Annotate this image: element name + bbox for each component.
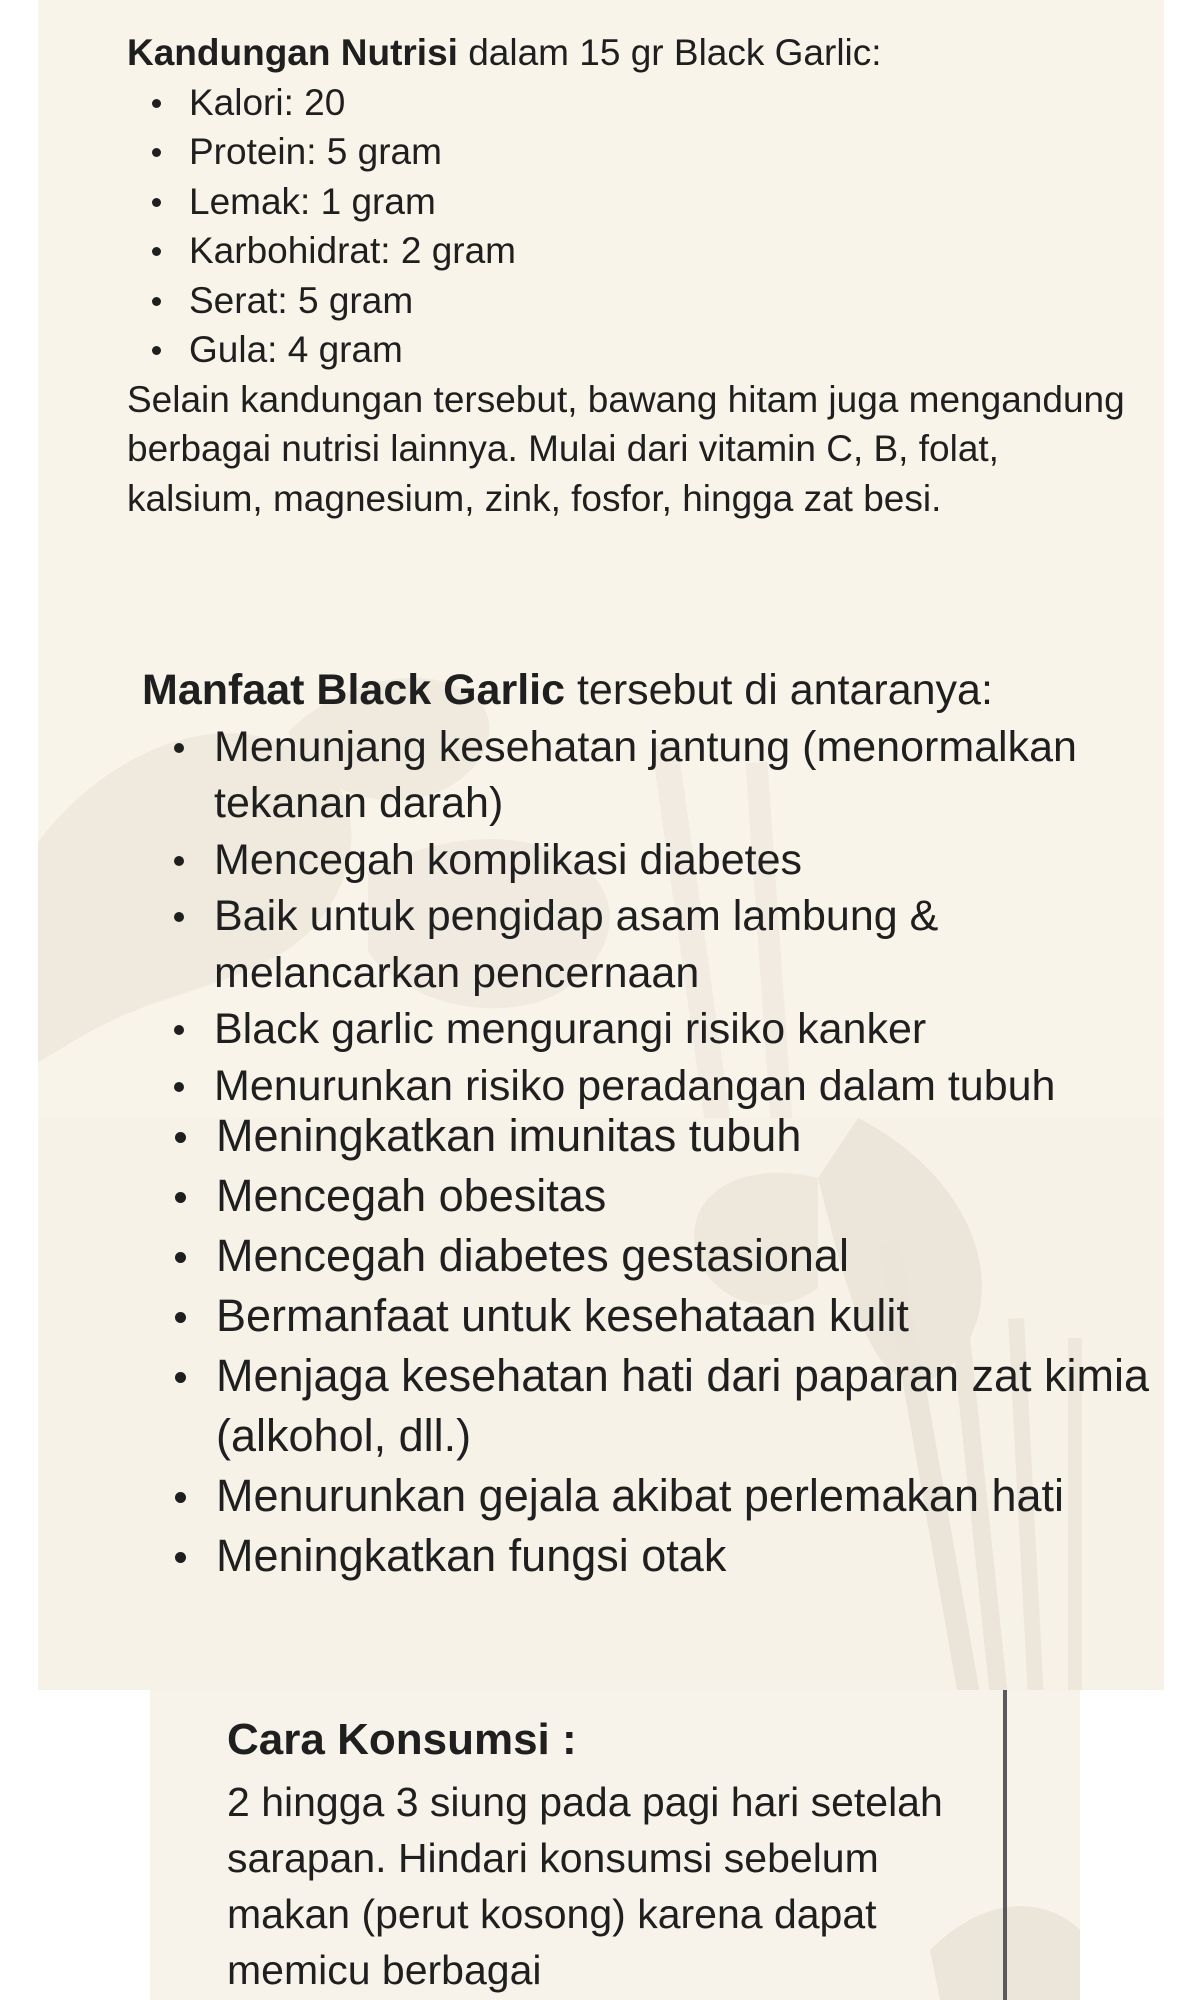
consumption-heading: Cara Konsumsi : — [227, 1715, 577, 1764]
list-item: Meningkatkan fungsi otak — [142, 1526, 1162, 1586]
list-item: Karbohidrat: 2 gram — [127, 226, 1127, 276]
benefits-heading-bold: Manfaat Black Garlic — [142, 666, 566, 714]
list-item: Mencegah diabetes gestasional — [142, 1226, 1162, 1286]
nutrition-heading — [127, 28, 1127, 78]
benefits-section-continued — [142, 1106, 1162, 1586]
list-item: Baik untuk pengidap asam lambung & melancarkan pencernaan — [142, 888, 1162, 1001]
list-item: Black garlic mengurangi risiko kanker — [142, 1001, 1162, 1058]
list-item: Bermanfaat untuk kesehataan kulit — [142, 1286, 1162, 1346]
list-item: Gula: 4 gram — [127, 325, 1127, 375]
benefits-heading-rest: tersebut di antaranya: — [565, 666, 993, 714]
nutrition-heading-bold: Kandungan Nutrisi — [127, 32, 458, 73]
benefits-section — [142, 662, 1162, 1114]
list-item: Lemak: 1 gram — [127, 177, 1127, 227]
list-item: Menurunkan gejala akibat perlemakan hati — [142, 1466, 1162, 1526]
list-item: Meningkatkan imunitas tubuh — [142, 1106, 1162, 1166]
nutrition-section — [127, 28, 1127, 523]
benefits-list-part1 — [142, 719, 1162, 1115]
list-item: Mencegah komplikasi diabetes — [142, 832, 1162, 889]
consumption-text: 2 hingga 3 siung pada pagi hari setelah sarapan. Hindari konsumsi sebelum makan (perut kosong) karena dapat memicu berbagai — [227, 1779, 943, 1993]
list-item: Menurunkan risiko peradangan dalam tubuh — [142, 1058, 1162, 1115]
list-item: Kalori: 20 — [127, 78, 1127, 128]
benefits-heading — [142, 662, 1162, 719]
nutrition-heading-rest: dalam 15 gr Black Garlic: — [457, 32, 882, 73]
benefits-list-part2 — [142, 1106, 1162, 1586]
consumption-section — [227, 1712, 967, 1998]
vertical-divider — [1003, 1690, 1007, 2000]
list-item: Serat: 5 gram — [127, 276, 1127, 326]
list-item: Mencegah obesitas — [142, 1166, 1162, 1226]
list-item: Menjaga kesehatan hati dari paparan zat kimia (alkohol, dll.) — [142, 1346, 1162, 1466]
nutrition-list — [127, 78, 1127, 375]
list-item: Menunjang kesehatan jantung (menormalkan tekanan darah) — [142, 719, 1162, 832]
list-item: Protein: 5 gram — [127, 127, 1127, 177]
nutrition-paragraph: Selain kandungan tersebut, bawang hitam juga mengandung berbagai nutrisi lainnya. Mulai dari vitamin C, B, folat, kalsium, magnesium, zink, fosfor, hingga zat besi. — [127, 378, 1125, 519]
